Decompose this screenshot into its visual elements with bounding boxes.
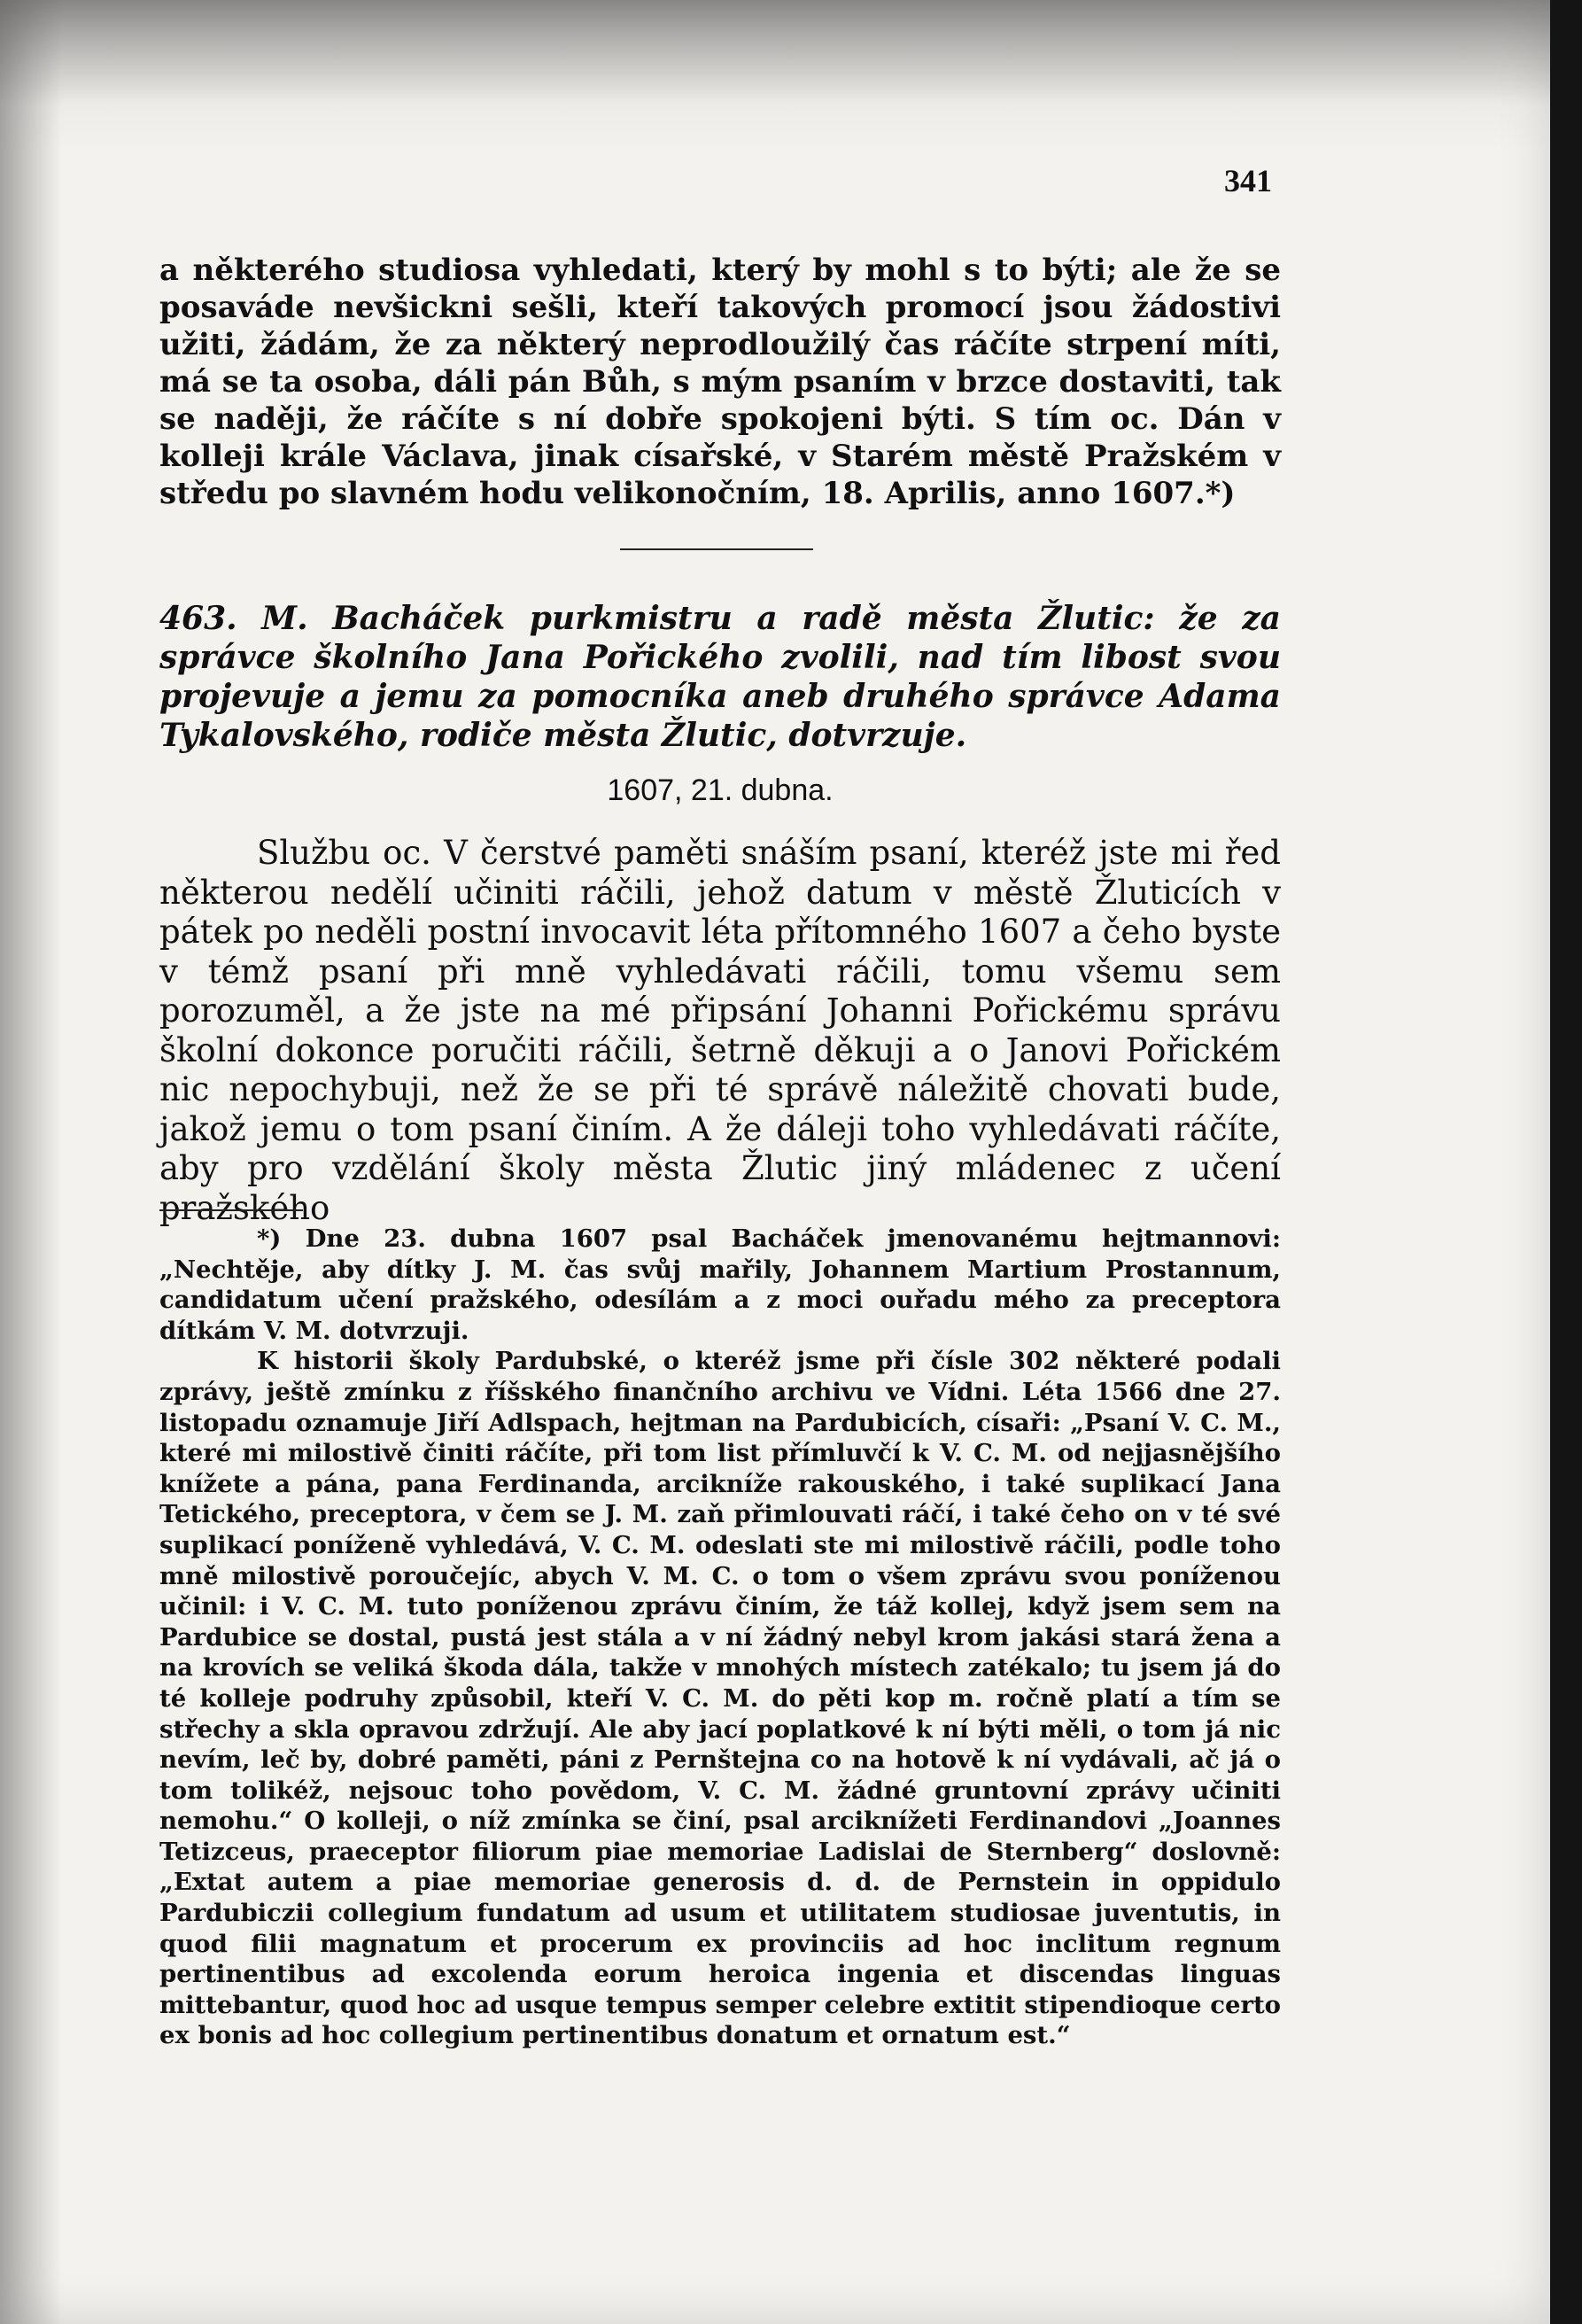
footnote-2: K historii školy Pardubské, o kteréž jsme při čísle 302 některé podali zprávy, ještě zmínku z říšského finančního archivu ve Vídni. Léta 1566 dne 27. listopadu oznamuje Jiří Adlspach, hejtman na Pardubicích, císaři: „Psaní V. C. M., které mi milostivě činiti ráčíte, při tom list přímluvčí k V. C. M. od nejjasnějšího knížete a pána, pana Ferdinanda, arcikníže rakouského, i také suplikací Jana Tetického, preceptora, v čem se J. M. zaň přimlouvati ráčí, i také čeho on v té své suplikací poníženě vyhledává, V. C. M. odeslati ste mi milostivě ráčili, podle toho mně milostivě poroučejíc, abych V. M. C. o tom o všem zprávu svou poníženou učinil: i V. C. M. tuto poníženou zprávu činím, že táž kollej, když jsem sem na Pardubice se dostal, pustá jest stála a v ní žádný nebyl krom jakási stará žena a na krovích se veliká škoda dála, takže v mnohých místech zatékalo; tu jsem já do té kolleje podruhy způsobil, kteří V. C. M. do pěti kop m. ročně platí a tím se střechy a skla opravou zdržují. Ale aby jací poplatkové k ní býti měli, o tom já nic nevím, leč by, dobré paměti, páni z Pernštejna co na hotově k ní vydávali, ač já o tom tolikéž, nejsouc toho povědom, V. C. M. žádné gruntovní zprávy učiniti nemohu.“ O kolleji, o níž zmínka se činí, psal arciknížeti Ferdinandovi „Joannes Tetizceus, praeceptor filiorum piae memoriae Ladislai de Sternberg“ doslovně: „Extat autem a piae memoriae generosis d. d. de Pernstein in oppidulo Pardubiczii collegium fundatum ad usum et utilitatem studiosae juventutis, in quod filii magnatum et procerum ex provinciis ad hoc inclitum regnum pertinentibus ad excolenda eorum heroica ingenia et discendas linguas mittebantur, quod hoc ad usque tempus semper celebre extitit stipendioque certo ex bonis ad hoc collegium pertinentibus donatum et ornatum est.“ [159,1347,1281,2050]
section-divider [620,548,813,550]
scan-shadow-left [0,0,62,2324]
entry-number: 463. [159,600,237,637]
scan-border-right [1550,0,1582,2324]
entry-body: Službu oc. V čerstvé paměti snáším psaní, kteréž jste mi řed některou nedělí učiniti ráčili, jehož datum v městě Žluticích v pátek po neděli postní invocavit léta přítomného 1607 a čeho byste v témž psaní při mně vyhledávati ráčili, tomu všemu sem porozuměl, a že jste na mé připsání Johanni Pořickému správu školní dokonce poručiti ráčili, šetrně děkuji a o Janovi Pořickém nic nepochybuji, než že se při té správě náležitě chovati bude, jakož jemu o tom psaní činím. A že dáleji toho vyhledávati ráčíte, aby pro vzdělání školy města Žlutic jiný mládenec z učení pražského [159,834,1281,1227]
page-number: 341 [1224,163,1272,198]
footnote-1: *) Dne 23. dubna 1607 psal Bacháček jmenovanému hejtmannovi: „Nechtěje, aby dítky J. M. čas svůj mařily, Johannem Martium Prostannum, candidatum učení pražského, odesílám a z moci ouřadu mého za preceptora dítkám V. M. dotvrzuji. [159,1224,1281,1345]
scan-shadow-top [0,0,1550,151]
footnote-divider [159,1209,303,1211]
entry-date: 1607, 21. dubna. [607,773,834,807]
letter-closing-paragraph: a některého studiosa vyhledati, který by mohl s to býti; ale že se posaváde nevšickni sešli, kteří takových promocí jsou žádostivi užiti, žádám, že za některý neprodloužilý čas ráčíte strpení míti, má se ta osoba, dáli pán Bůh, s mým psaním v brzce dostaviti, tak se naději, že ráčíte s ní dobře spokojeni býti. S tím oc. Dán v kolleji krále Václava, jinak císařské, v Starém městě Pražském v středu po slavném hodu velikonočním, 18. Aprilis, anno 1607.*) [159,253,1281,511]
footnotes [159,1224,1281,2051]
entry-heading [159,599,1281,755]
entry-heading-text: M. Bacháček purkmistru a radě města Žlutic: že za správce školního Jana Pořického zvolili, nad tím libost svou projevuje a jemu za pomocníka aneb druhého správce Adama Tykalovského, rodiče města Žlutic, dotvrzuje. [159,600,1281,754]
